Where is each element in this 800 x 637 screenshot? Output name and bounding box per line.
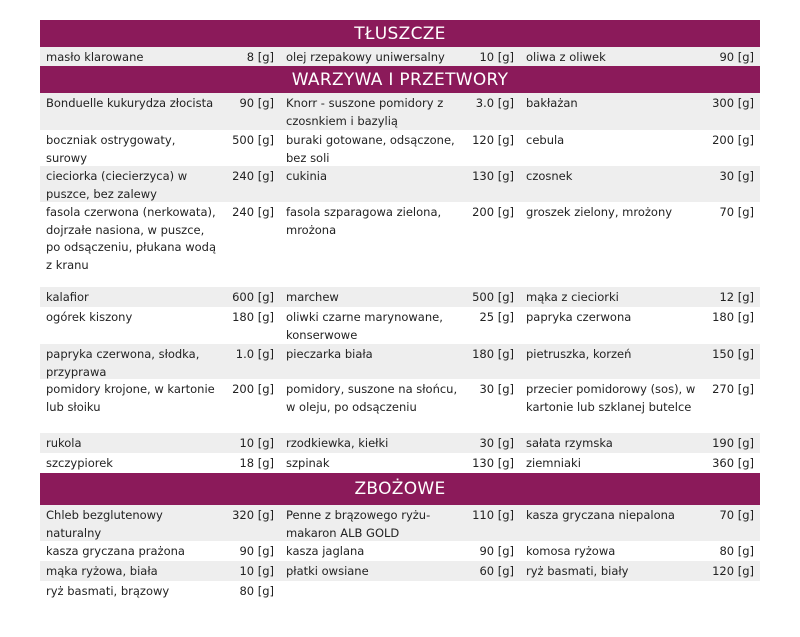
item-name: boczniak ostrygowaty, surowy [46, 133, 176, 165]
item-quantity: 30 [g] [479, 436, 514, 450]
item-quantity: 200 [g] [712, 133, 754, 147]
item-quantity: 120 [g] [472, 133, 514, 147]
item-quantity: 70 [g] [719, 508, 754, 522]
shopping-list [40, 20, 760, 601]
item-quantity: 270 [g] [712, 382, 754, 396]
table-row [40, 379, 760, 433]
list-item [520, 307, 760, 344]
item-quantity: 80 [g] [239, 584, 274, 598]
item-name: komosa ryżowa [526, 544, 616, 558]
item-name: groszek zielony, mrożony [526, 205, 673, 219]
item-quantity: 90 [g] [479, 544, 514, 558]
item-quantity: 60 [g] [479, 564, 514, 578]
item-name: Bonduelle kukurydza złocista [46, 96, 214, 110]
item-quantity: 12 [g] [719, 290, 754, 304]
item-quantity: 90 [g] [239, 544, 274, 558]
item-quantity: 180 [g] [472, 347, 514, 361]
list-item [280, 379, 520, 433]
item-name: pietruszka, korzeń [526, 347, 632, 361]
list-item [40, 307, 280, 344]
section-header-zbozowe: ZBOŻOWE [40, 473, 760, 505]
table-row [40, 202, 760, 287]
list-item [280, 130, 520, 166]
item-quantity: 320 [g] [232, 508, 274, 522]
table-row [40, 581, 760, 601]
item-quantity: 150 [g] [712, 347, 754, 361]
item-name: masło klarowane [46, 50, 144, 64]
item-name: Chleb bezglutenowy naturalny [46, 508, 163, 540]
list-item [280, 453, 520, 473]
item-quantity: 25 [g] [479, 310, 514, 324]
item-quantity: 360 [g] [712, 456, 754, 470]
item-name: marchew [286, 290, 339, 304]
item-quantity: 8 [g] [246, 50, 274, 64]
item-quantity: 90 [g] [239, 96, 274, 110]
list-item [520, 130, 760, 166]
item-name: płatki owsiane [286, 564, 369, 578]
table-row [40, 287, 760, 307]
list-item [520, 505, 760, 541]
item-name: przecier pomidorowy (sos), w kartonie lub szklanej butelce [526, 382, 696, 414]
list-item [520, 453, 760, 473]
item-name: ziemniaki [526, 456, 581, 470]
item-name: kasza gryczana prażona [46, 544, 185, 558]
item-name: oliwa z oliwek [526, 50, 606, 64]
item-quantity: 500 [g] [232, 133, 274, 147]
list-item [40, 93, 280, 130]
list-item [520, 202, 760, 287]
list-item [520, 166, 760, 202]
item-name: cieciorka (ciecierzyca) w puszce, bez zalewy [46, 169, 188, 201]
item-name: oliwki czarne marynowane, konserwowe [286, 310, 443, 342]
item-name: ogórek kiszony [46, 310, 133, 324]
list-item [280, 93, 520, 130]
item-name: Knorr - suszone pomidory z czosnkiem i bazylią [286, 96, 444, 128]
item-name: cebula [526, 133, 565, 147]
table-row [40, 505, 760, 541]
table-row [40, 93, 760, 130]
item-name: Penne z brązowego ryżu- makaron ALB GOLD [286, 508, 431, 540]
item-name: olej rzepakowy uniwersalny [286, 50, 445, 64]
list-item [520, 287, 760, 307]
item-name: sałata rzymska [526, 436, 613, 450]
list-item [520, 541, 760, 561]
item-name: fasola czerwona (nerkowata), dojrzałe nasiona, w puszce, po odsączeniu, płukana wodą z kranu [46, 205, 217, 272]
item-quantity: 200 [g] [472, 205, 514, 219]
item-name: rukola [46, 436, 82, 450]
table-row [40, 166, 760, 202]
item-name: fasola szparagowa zielona, mrożona [286, 205, 442, 237]
item-quantity: 30 [g] [719, 169, 754, 183]
item-name: pieczarka biała [286, 347, 373, 361]
item-name: kalafior [46, 290, 89, 304]
item-name: pomidory krojone, w kartonie lub słoiku [46, 382, 215, 414]
item-name: bakłażan [526, 96, 578, 110]
item-quantity: 90 [g] [719, 50, 754, 64]
list-item [40, 561, 280, 581]
item-quantity: 240 [g] [232, 169, 274, 183]
list-item [40, 47, 280, 66]
item-quantity: 70 [g] [719, 205, 754, 219]
item-quantity: 10 [g] [239, 564, 274, 578]
table-row [40, 344, 760, 379]
item-quantity: 120 [g] [712, 564, 754, 578]
item-quantity: 10 [g] [239, 436, 274, 450]
item-name: cukinia [286, 169, 327, 183]
list-item [280, 344, 520, 379]
item-name: czosnek [526, 169, 573, 183]
item-quantity: 80 [g] [719, 544, 754, 558]
table-row [40, 561, 760, 581]
item-name: mąka z cieciorki [526, 290, 619, 304]
list-item [280, 287, 520, 307]
item-quantity: 180 [g] [712, 310, 754, 324]
item-name: papryka czerwona [526, 310, 632, 324]
list-item [520, 433, 760, 453]
item-name: papryka czerwona, słodka, przyprawa [46, 347, 200, 379]
item-quantity: 200 [g] [232, 382, 274, 396]
item-quantity: 240 [g] [232, 205, 274, 219]
list-item [280, 307, 520, 344]
item-quantity: 3.0 [g] [475, 96, 514, 110]
list-item [520, 47, 760, 66]
table-row [40, 433, 760, 453]
item-quantity: 130 [g] [472, 169, 514, 183]
list-item [520, 344, 760, 379]
item-name: pomidory, suszone na słońcu, w oleju, po odsączeniu [286, 382, 458, 414]
item-name: rzodkiewka, kiełki [286, 436, 389, 450]
list-item [280, 47, 520, 66]
list-item [40, 166, 280, 202]
list-item [280, 561, 520, 581]
list-item [40, 287, 280, 307]
section-header-tluszcze: TŁUSZCZE [40, 20, 760, 47]
list-item [40, 433, 280, 453]
table-row [40, 541, 760, 561]
item-quantity: 10 [g] [479, 50, 514, 64]
list-item [520, 93, 760, 130]
list-item [280, 541, 520, 561]
item-quantity: 180 [g] [232, 310, 274, 324]
item-quantity: 30 [g] [479, 382, 514, 396]
item-name: buraki gotowane, odsączone, bez soli [286, 133, 455, 165]
list-item [280, 166, 520, 202]
section-header-warzywa: WARZYWA I PRZETWORY [40, 66, 760, 93]
item-name: ryż basmati, brązowy [46, 584, 170, 598]
item-quantity: 190 [g] [712, 436, 754, 450]
item-quantity: 130 [g] [472, 456, 514, 470]
list-item [40, 344, 280, 379]
item-quantity: 600 [g] [232, 290, 274, 304]
list-item [40, 453, 280, 473]
item-quantity: 18 [g] [239, 456, 274, 470]
item-quantity: 1.0 [g] [235, 347, 274, 361]
list-item [520, 561, 760, 581]
item-name: kasza jaglana [286, 544, 365, 558]
list-item [280, 433, 520, 453]
list-item [280, 202, 520, 287]
list-item [520, 379, 760, 433]
item-name: ryż basmati, biały [526, 564, 629, 578]
list-item [40, 505, 280, 541]
item-quantity: 300 [g] [712, 96, 754, 110]
list-item [280, 505, 520, 541]
table-row [40, 130, 760, 166]
list-item [40, 130, 280, 166]
table-row [40, 453, 760, 473]
item-name: kasza gryczana niepalona [526, 508, 675, 522]
list-item [40, 202, 280, 287]
table-row [40, 307, 760, 344]
list-item [40, 581, 280, 601]
list-item [40, 541, 280, 561]
item-name: mąka ryżowa, biała [46, 564, 158, 578]
table-row [40, 47, 760, 66]
item-quantity: 110 [g] [472, 508, 514, 522]
list-item [40, 379, 280, 433]
item-name: szpinak [286, 456, 330, 470]
item-name: szczypiorek [46, 456, 113, 470]
item-quantity: 500 [g] [472, 290, 514, 304]
